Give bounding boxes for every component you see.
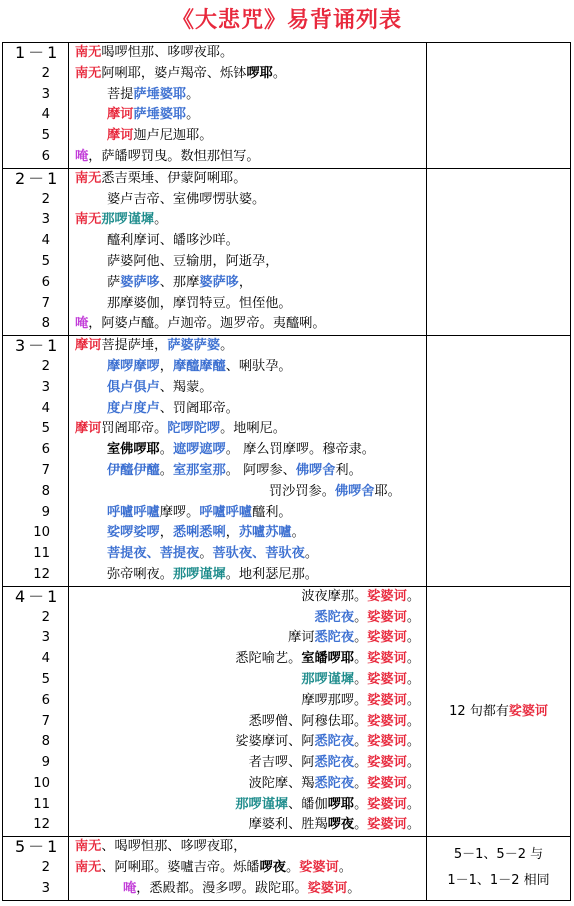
line-number: 5－1 — [15, 837, 61, 857]
mantra-segment: 摩醯摩醯 — [172, 358, 226, 374]
line-number: 3 — [41, 379, 50, 395]
note-highlight: 娑婆诃 — [508, 703, 548, 719]
line-number: 10 — [33, 525, 50, 541]
mantra-segment: ，悉殿都。漫多啰。跋陀耶。 — [136, 880, 308, 896]
mantra-segment: 婆萨哆 — [120, 274, 160, 290]
mantra-segment: 。 — [406, 671, 420, 687]
line-number: 3－1 — [15, 336, 61, 356]
mantra-segment: ， — [225, 525, 239, 541]
mantra-segment: 。地利瑟尼那。 — [225, 566, 318, 582]
line-numbers — [3, 168, 69, 335]
mantra-segment: 萨埵婆耶 — [133, 86, 187, 102]
mantra-line — [69, 608, 426, 629]
mantra-segment: 摩诃 — [75, 338, 102, 354]
mantra-line — [69, 774, 426, 795]
mantra-segment: 菩提夜、菩提夜 — [107, 546, 200, 562]
mantra-segment: 。 — [354, 755, 368, 771]
mantra-line — [69, 85, 426, 106]
mantra-segment: 唵 — [123, 880, 137, 896]
mantra-segment: 悉陀夜 — [314, 734, 355, 750]
mantra-line — [69, 64, 426, 85]
mantra-segment: 啰耶 — [246, 65, 273, 81]
mantra-segment: 娑婆诃 — [367, 755, 407, 771]
mantra-segment: 室佛啰耶 — [107, 442, 160, 458]
line-number: 4－1 — [15, 586, 61, 606]
mantra-line — [69, 419, 426, 440]
mantra-segment: 罚阇耶帝。 — [101, 421, 168, 437]
mantra-line — [69, 544, 426, 565]
mantra-segment: 利。 — [335, 462, 362, 478]
mantra-segment: 唵 — [75, 148, 89, 164]
mantra-segment: 。 摩么罚摩啰。穆帝隶。 — [225, 442, 375, 458]
mantra-segment: 。 — [406, 609, 420, 625]
mantra-segment: 摩诃 — [75, 421, 102, 437]
line-number: 3 — [41, 880, 50, 896]
line-number: 1－1 — [15, 43, 61, 62]
mantra-segment: 南无 — [75, 45, 102, 60]
mantra-segment: 。 — [406, 775, 420, 791]
mantra-line — [69, 523, 426, 544]
line-number: 8 — [41, 483, 50, 499]
mantra-segment: 。 — [354, 796, 368, 812]
line-number: 5 — [41, 253, 50, 269]
mantra-segment: 南无 — [75, 212, 102, 228]
mantra-segment: 悉陀夜 — [314, 775, 355, 791]
mantra-segment: 、皤伽 — [288, 796, 328, 812]
line-number: 4 — [41, 400, 50, 416]
mantra-segment: 娑婆诃 — [367, 609, 407, 625]
line-number: 2 — [41, 609, 50, 625]
mantra-line — [69, 837, 426, 858]
mantra-line — [69, 126, 426, 147]
line-number: 9 — [41, 504, 50, 520]
mantra-segment: 。 — [406, 651, 420, 667]
mantra-segment: 、喝啰怛那、哆啰夜耶， — [101, 839, 247, 855]
mantra-segment: 娑婆诃 — [367, 671, 407, 687]
mantra-line — [69, 858, 426, 879]
mantra-segment: 者吉啰、阿 — [248, 755, 315, 771]
mantra-segment: 。 — [338, 860, 352, 876]
line-number: 5 — [41, 671, 50, 687]
mantra-line — [69, 565, 426, 586]
mantra-segment: 遮啰遮啰 — [172, 442, 226, 458]
section-note-4 — [427, 586, 571, 837]
mantra-line — [69, 628, 426, 649]
page-title: 《大悲咒》易背诵列表 — [171, 7, 402, 33]
mantra-table — [2, 42, 571, 901]
mantra-line — [69, 294, 426, 315]
line-number: 4 — [41, 651, 50, 667]
mantra-lines — [69, 43, 427, 169]
mantra-segment: 那啰谨墀 — [235, 796, 289, 812]
mantra-segment: 萨婆阿他、豆输朋，阿逝孕， — [107, 253, 279, 269]
mantra-segment: 南无 — [75, 860, 102, 876]
section-2 — [3, 168, 571, 335]
mantra-segment: 。 — [354, 817, 368, 833]
mantra-line — [69, 879, 426, 900]
mantra-segment: 佛啰舍 — [334, 483, 375, 499]
mantra-segment: 、羯蒙。 — [159, 379, 213, 395]
note-text: 12 句都有 — [449, 703, 509, 719]
mantra-line — [69, 753, 426, 774]
mantra-line — [69, 252, 426, 273]
mantra-segment: 迦卢尼迦耶。 — [133, 128, 213, 144]
mantra-line — [69, 378, 426, 399]
mantra-segment: 。 — [199, 546, 213, 562]
mantra-segment: 娑婆诃 — [367, 713, 407, 729]
mantra-segment: 。 — [354, 734, 368, 750]
line-number: 10 — [33, 775, 50, 791]
mantra-segment: 。 — [354, 671, 368, 687]
line-number: 6 — [41, 442, 50, 458]
mantra-line — [69, 43, 426, 64]
mantra-segment: 娑婆诃 — [367, 630, 407, 646]
mantra-line — [69, 461, 426, 482]
mantra-segment: 娑婆诃 — [367, 588, 407, 604]
mantra-segment: 。 — [304, 546, 318, 562]
line-number: 7 — [41, 462, 50, 478]
mantra-segment: 娑婆诃 — [367, 817, 407, 833]
mantra-line — [69, 815, 426, 836]
mantra-lines — [69, 837, 427, 900]
line-number: 8 — [41, 316, 50, 332]
mantra-segment: 。 — [186, 86, 200, 102]
mantra-line — [69, 147, 426, 168]
mantra-segment: 醯利摩诃、皤哆沙咩。 — [107, 233, 239, 249]
mantra-segment: 。 — [406, 796, 420, 812]
mantra-segment: 。 — [186, 107, 200, 123]
mantra-segment: 。 — [354, 630, 368, 646]
mantra-segment: 。 — [354, 651, 368, 667]
section-4 — [3, 586, 571, 837]
mantra-segment: 。 — [154, 212, 168, 228]
mantra-segment: 萨 — [107, 274, 121, 290]
mantra-segment: 唵 — [75, 316, 89, 332]
line-number: 2 — [41, 65, 50, 81]
mantra-segment: 佛啰舍 — [295, 462, 336, 478]
mantra-segment: 。 — [354, 775, 368, 791]
mantra-segment: 悉陀夜 — [314, 755, 355, 771]
mantra-segment: 苏嚧苏嚧 — [238, 525, 292, 541]
mantra-segment: 摩诃 — [288, 630, 315, 646]
line-number: 2 — [41, 358, 50, 374]
mantra-segment: ， — [159, 358, 173, 374]
mantra-segment: 悉啰僧、阿穆佉耶。 — [248, 713, 368, 729]
line-number: 6 — [41, 148, 50, 164]
line-number: 11 — [33, 546, 50, 562]
mantra-line — [69, 314, 426, 335]
mantra-segment: 啰耶 — [327, 796, 355, 812]
mantra-segment: 阿唎耶，婆卢羯帝、烁钵 — [101, 65, 247, 81]
section-5 — [3, 837, 571, 900]
mantra-segment: 萨婆萨婆 — [167, 338, 221, 354]
mantra-lines — [69, 168, 427, 335]
mantra-segment: 菩驮夜、菩驮夜 — [212, 546, 305, 562]
mantra-segment: 那啰谨墀 — [172, 566, 226, 582]
line-number: 12 — [33, 817, 50, 833]
line-number: 2 — [41, 191, 50, 207]
mantra-segment: 娑婆诃 — [367, 734, 407, 750]
mantra-line — [69, 482, 426, 503]
mantra-segment: 娑婆诃 — [299, 860, 339, 876]
mantra-segment: 、那摩 — [159, 274, 200, 290]
line-number: 7 — [41, 295, 50, 311]
mantra-segment: 南无 — [75, 170, 102, 186]
mantra-segment: 。 — [220, 338, 234, 354]
mantra-segment: 。 — [406, 817, 420, 833]
line-number: 5 — [41, 128, 50, 144]
mantra-segment: 。 — [406, 713, 420, 729]
mantra-line — [69, 587, 426, 608]
mantra-segment: 摩诃 — [107, 107, 134, 123]
mantra-line — [69, 712, 426, 733]
mantra-segment: 。 阿啰参、 — [225, 462, 296, 478]
note-line: 5－1、5－2 与 — [453, 847, 544, 863]
mantra-segment: 。 — [159, 462, 173, 478]
mantra-segment: 南无 — [75, 65, 102, 81]
mantra-segment: 那摩婆伽，摩罚特豆。怛侄他。 — [107, 295, 292, 311]
mantra-segment: 悉唎悉唎 — [172, 525, 226, 541]
line-number: 4 — [41, 233, 50, 249]
mantra-segment: 悉陀夜 — [314, 630, 355, 646]
line-number: 3 — [41, 86, 50, 102]
mantra-segment: 。 — [406, 588, 420, 604]
mantra-segment: 波陀摩、羯 — [248, 775, 315, 791]
line-number: 7 — [41, 713, 50, 729]
line-numbers — [3, 586, 69, 837]
mantra-segment: 。 — [406, 755, 420, 771]
mantra-segment: 室那室那 — [172, 462, 226, 478]
mantra-line — [69, 210, 426, 231]
mantra-line — [69, 399, 426, 420]
line-number: 12 — [33, 566, 50, 582]
mantra-segment: 。 — [406, 630, 420, 646]
mantra-line — [69, 691, 426, 712]
mantra-segment: 醯利。 — [252, 504, 292, 520]
mantra-segment: ，萨皤啰罚曳。数怛那怛写。 — [88, 148, 260, 164]
mantra-segment: 。 — [159, 442, 173, 458]
mantra-segment: 婆卢吉帝、室佛啰愣驮婆。 — [107, 191, 266, 207]
mantra-segment: 悉吉栗埵、伊蒙阿唎耶。 — [101, 170, 247, 186]
line-numbers — [3, 43, 69, 169]
line-number: 6 — [41, 274, 50, 290]
mantra-segment: 摩啰。 — [159, 504, 200, 520]
mantra-line — [69, 357, 426, 378]
note-line: 1－1、1－2 相同 — [447, 873, 550, 889]
mantra-lines — [69, 586, 427, 837]
line-number: 3 — [41, 212, 50, 228]
mantra-segment: ， — [159, 525, 173, 541]
mantra-segment: 。地唎尼。 — [220, 421, 286, 437]
mantra-segment: 萨埵婆耶 — [133, 107, 187, 123]
mantra-line — [69, 795, 426, 816]
mantra-segment: 罚沙罚参。 — [269, 483, 335, 499]
line-number: 3 — [41, 630, 50, 646]
mantra-segment: 陀啰陀啰 — [167, 421, 221, 437]
mantra-segment: 呼嚧呼嚧 — [199, 504, 253, 520]
mantra-segment: 。 — [291, 525, 305, 541]
mantra-segment: 、唎驮孕。 — [225, 358, 292, 374]
page-title-bar — [0, 0, 574, 40]
mantra-line — [69, 336, 426, 357]
line-number: 2 — [41, 860, 50, 876]
mantra-segment: 。 — [354, 609, 368, 625]
mantra-segment: 婆萨哆 — [199, 274, 239, 290]
line-number: 9 — [41, 755, 50, 771]
mantra-segment: 菩提萨埵， — [101, 338, 168, 354]
mantra-segment: 娑婆诃 — [367, 775, 407, 791]
section-note — [427, 43, 571, 169]
mantra-segment: 娑婆摩诃、阿 — [235, 734, 315, 750]
mantra-line — [69, 169, 426, 190]
mantra-segment: 那啰谨墀 — [301, 671, 355, 687]
line-number: 8 — [41, 734, 50, 750]
mantra-segment: 耶。 — [374, 483, 401, 499]
mantra-segment: 啰夜 — [259, 860, 286, 876]
mantra-segment: 。 — [406, 692, 420, 708]
mantra-segment: 呼嚧呼嚧 — [107, 504, 160, 520]
mantra-segment: 喝啰怛那、哆啰夜耶。 — [101, 45, 234, 60]
mantra-line — [69, 503, 426, 524]
mantra-segment: 、阿唎耶。婆嚧吉帝。烁皤 — [101, 860, 260, 876]
line-numbers — [3, 837, 69, 900]
mantra-line — [69, 231, 426, 252]
mantra-lines — [69, 336, 427, 587]
mantra-segment: ， — [238, 274, 253, 290]
mantra-line — [69, 649, 426, 670]
line-numbers — [3, 336, 69, 587]
mantra-segment: 啰夜 — [327, 817, 355, 833]
mantra-segment: 弥帝唎夜。 — [107, 566, 173, 582]
mantra-segment: 菩提 — [107, 86, 134, 102]
mantra-segment: 悉陀喻艺。 — [235, 651, 302, 667]
mantra-segment: 摩啰摩啰 — [107, 358, 160, 374]
mantra-segment: 。 — [286, 860, 300, 876]
mantra-line — [69, 670, 426, 691]
mantra-segment: 波夜摩那。 — [301, 588, 368, 604]
line-number: 2－1 — [15, 168, 61, 188]
section-3 — [3, 336, 571, 587]
section-note — [427, 168, 571, 335]
mantra-segment: 娑婆诃 — [367, 651, 407, 667]
mantra-segment: 娑婆诃 — [367, 692, 407, 708]
mantra-segment: 。 — [406, 734, 420, 750]
mantra-segment: 伊醯伊醯 — [107, 462, 160, 478]
mantra-segment: 摩啰那啰。 — [301, 692, 368, 708]
mantra-segment: 娑啰娑啰 — [107, 525, 160, 541]
mantra-segment: 室皤啰耶 — [301, 651, 355, 667]
mantra-segment: 悉陀夜 — [314, 609, 355, 625]
section-note-5 — [427, 837, 571, 900]
mantra-segment: 南无 — [75, 839, 102, 855]
mantra-segment: 俱卢俱卢 — [107, 379, 160, 395]
mantra-line — [69, 440, 426, 461]
mantra-segment: 娑婆诃 — [307, 880, 348, 896]
line-number: 6 — [41, 692, 50, 708]
section-note — [427, 336, 571, 587]
mantra-segment: 摩婆利、胜羯 — [248, 817, 328, 833]
mantra-segment: 。 — [347, 880, 361, 896]
line-number: 11 — [33, 796, 50, 812]
section-1 — [3, 43, 571, 169]
mantra-line — [69, 732, 426, 753]
mantra-segment: 、罚阇耶帝。 — [159, 400, 239, 416]
mantra-segment: 摩诃 — [107, 128, 134, 144]
mantra-segment: ，阿婆卢醯。卢迦帝。迦罗帝。夷醯唎。 — [88, 316, 326, 332]
line-number: 4 — [41, 107, 50, 123]
mantra-segment: 那啰谨墀 — [101, 212, 155, 228]
mantra-line — [69, 273, 426, 294]
mantra-segment: 度卢度卢 — [107, 400, 160, 416]
mantra-line — [69, 105, 426, 126]
line-number: 5 — [41, 421, 50, 437]
mantra-line — [69, 190, 426, 211]
mantra-segment: 。 — [272, 65, 286, 81]
mantra-segment: 娑婆诃 — [367, 796, 407, 812]
